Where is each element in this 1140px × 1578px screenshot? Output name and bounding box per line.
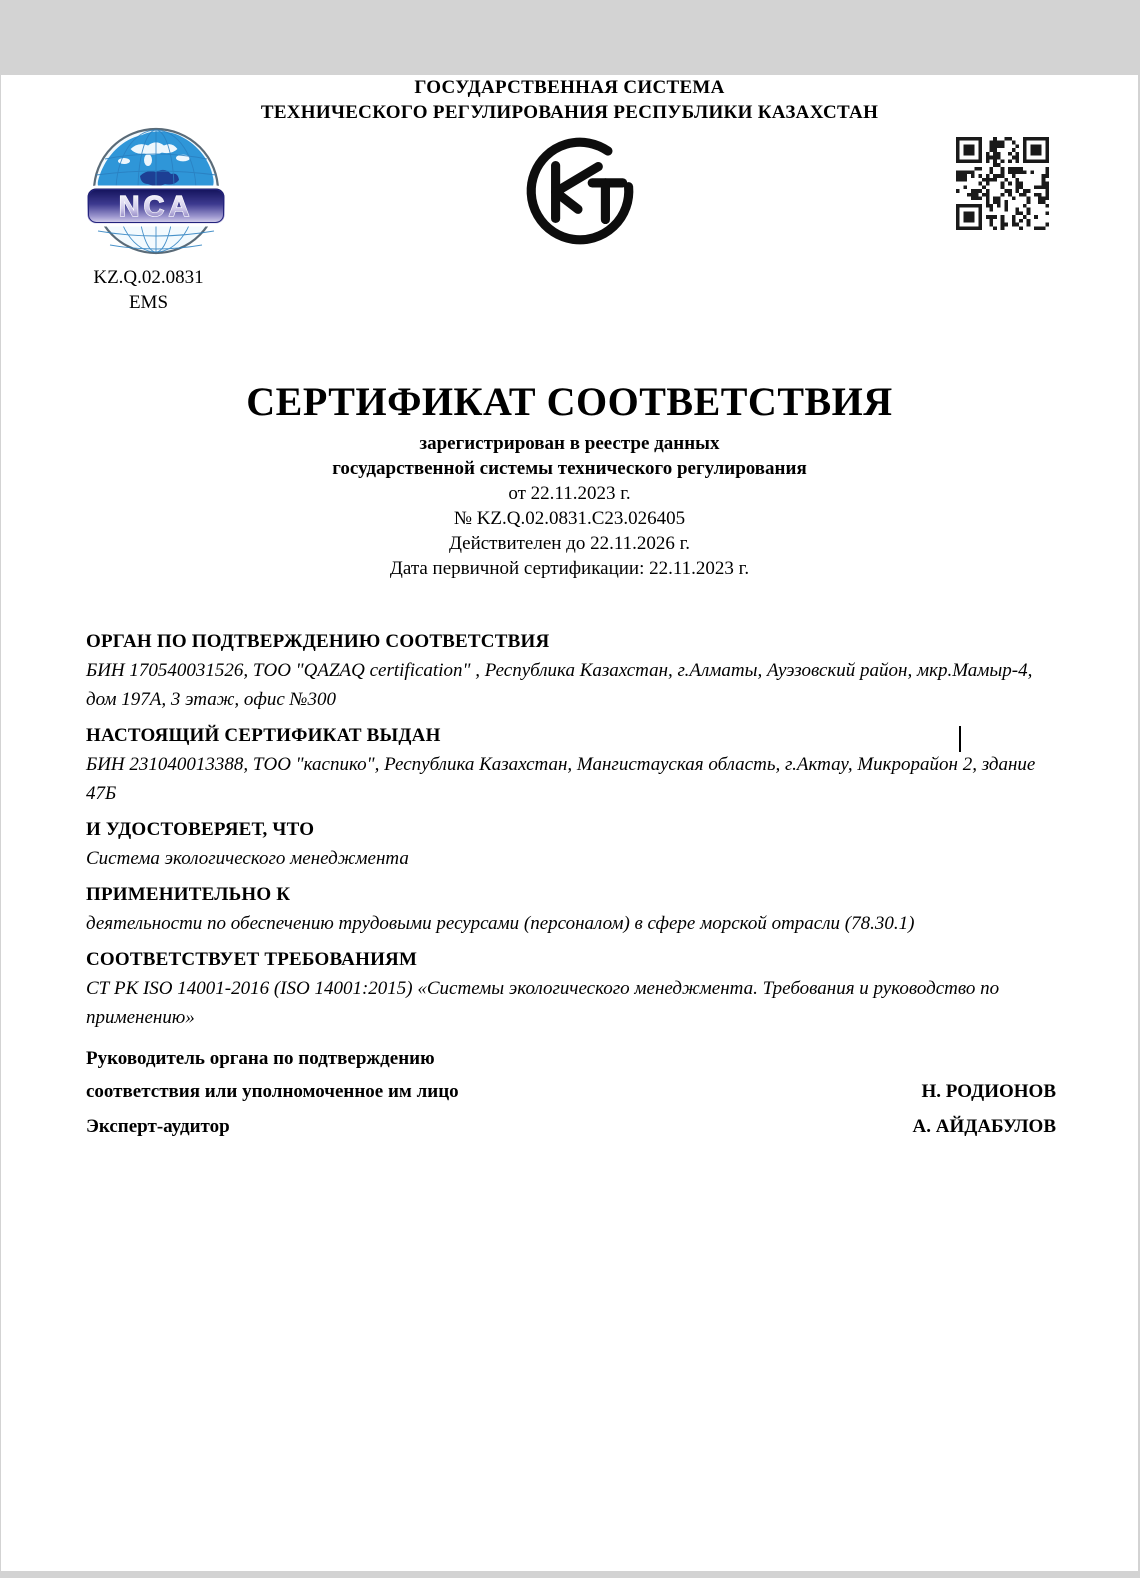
section-text: деятельности по обеспечению трудовыми ресурсами (персоналом) в сфере морской отрасли (78.30.1) xyxy=(86,913,915,934)
section-heading: И УДОСТОВЕРЯЕТ, ЧТО xyxy=(86,819,315,840)
section-text: СТ РК ISO 14001-2016 (ISO 14001:2015) «Системы экологического менеджмента. Требования и руководство по применению» xyxy=(86,978,1000,1028)
certificate-page[interactable] xyxy=(1,75,1138,1571)
signer-role-line-1: Руководитель органа по подтверждению xyxy=(86,1048,435,1069)
subtitle-line-2: государственной системы технического регулирования xyxy=(332,458,807,479)
section-heading: ОРГАН ПО ПОДТВЕРЖДЕНИЮ СООТВЕТСТВИЯ xyxy=(86,631,550,652)
section-certifies-that xyxy=(86,816,1056,873)
text-cursor xyxy=(959,726,961,752)
valid-until: Действителен до 22.11.2026 г. xyxy=(448,533,691,554)
scheme-code: EMS xyxy=(128,292,169,313)
certificate-body xyxy=(86,628,1056,1032)
title-block xyxy=(1,380,1138,581)
signature-block xyxy=(86,1042,1056,1143)
section-heading: СООТВЕТСТВУЕТ ТРЕБОВАНИЯМ xyxy=(86,949,418,970)
section-heading: НАСТОЯЩИЙ СЕРТИФИКАТ ВЫДАН xyxy=(86,725,441,746)
section-complies-with xyxy=(86,946,1056,1032)
signer-role-line-2: соответствия или уполномоченное им лицо xyxy=(86,1081,459,1102)
certificate-number: № KZ.Q.02.0831.C23.026405 xyxy=(453,508,686,529)
first-certification-date: Дата первичной сертификации: 22.11.2023 г. xyxy=(389,558,750,579)
registry-number: KZ.Q.02.0831 xyxy=(93,267,204,288)
logo-band xyxy=(1,125,1138,350)
registered-date: от 22.11.2023 г. xyxy=(508,483,631,504)
section-certification-body xyxy=(86,628,1056,714)
certificate-title: СЕРТИФИКАТ СООТВЕТСТВИЯ xyxy=(246,379,893,424)
signer-name: А. АЙДАБУЛОВ xyxy=(912,1116,1056,1137)
section-text: Система экологического менеджмента xyxy=(86,848,409,869)
registry-id-block xyxy=(86,265,211,315)
signature-row-expert-auditor xyxy=(86,1110,1056,1143)
document-header xyxy=(1,75,1138,125)
section-applicable-to xyxy=(86,881,1056,938)
signer-role: Эксперт-аудитор xyxy=(86,1116,230,1137)
section-certificate-holder xyxy=(86,722,1056,808)
section-text: БИН 170540031526, ТОО "QAZAQ certification" , Республика Казахстан, г.Алматы, Ауэзовский район, мкр.Мамыр-4, дом 197А, 3 этаж, офис №300 xyxy=(86,660,1033,710)
header-line-2: ТЕХНИЧЕСКОГО РЕГУЛИРОВАНИЯ РЕСПУБЛИКИ КАЗАХСТАН xyxy=(260,102,879,123)
section-heading: ПРИМЕНИТЕЛЬНО К xyxy=(86,884,291,905)
nca-logo-text: NCA xyxy=(118,191,194,223)
header-line-1: ГОСУДАРСТВЕННАЯ СИСТЕМА xyxy=(414,77,725,98)
signature-row-head-of-body xyxy=(86,1042,1056,1108)
nca-globe-logo-icon xyxy=(86,127,226,262)
signer-name: Н. РОДИОНОВ xyxy=(921,1081,1056,1102)
kz-ct-conformity-mark-icon xyxy=(518,129,642,253)
qr-code xyxy=(956,137,1049,230)
section-text: БИН 231040013388, ТОО "каспико", Республика Казахстан, Мангистауская область, г.Актау, Микрорайон 2, здание 47Б xyxy=(86,754,1036,804)
subtitle-line-1: зарегистрирован в реестре данных xyxy=(419,433,720,454)
